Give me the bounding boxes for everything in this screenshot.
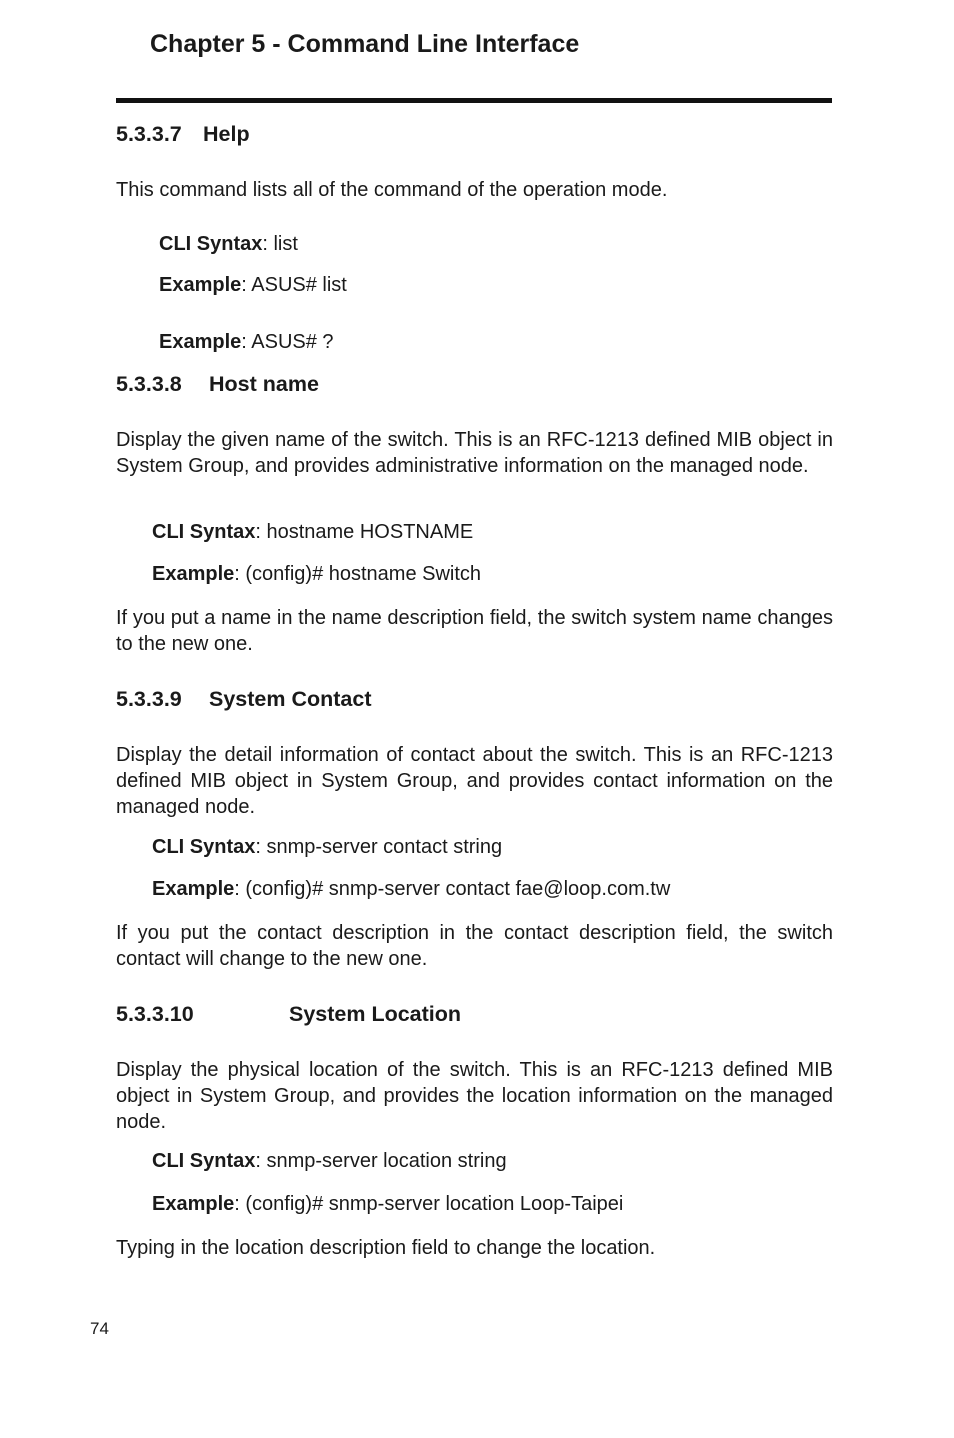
host-name-description: Display the given name of the switch. This is an RFC-1213 defined MIB object in System Group, and provides administrative information on the managed node. — [116, 429, 833, 477]
help-description: This command lists all of the command of the operation mode. — [116, 179, 668, 201]
section-number: 5.3.3.8 — [116, 372, 182, 396]
system-contact-description: Display the detail information of contact about the switch. This is an RFC-1213 defined MIB object in System Group, and provides contact information on the managed node. — [116, 744, 833, 818]
cli-syntax-value: : hostname HOSTNAME — [255, 521, 474, 543]
host-name-cli-syntax — [152, 521, 473, 544]
cli-syntax-value: : snmp-server location string — [255, 1150, 507, 1172]
section-number: 5.3.3.7 — [116, 122, 182, 146]
example-label: Example — [159, 274, 242, 296]
cli-syntax-label: CLI Syntax — [152, 836, 256, 858]
section-heading-system-contact — [116, 687, 372, 712]
section-number: 5.3.3.10 — [116, 1002, 194, 1026]
system-contact-note: If you put the contact description in the contact description field, the switch contact will change to the new one. — [116, 922, 833, 970]
system-location-example — [152, 1193, 623, 1216]
example-value: : (config)# snmp-server contact fae@loop.com.tw — [234, 878, 671, 900]
example-label: Example — [159, 331, 242, 353]
host-name-note: If you put a name in the name description field, the switch system name changes to the new one. — [116, 607, 833, 655]
section-title: System Contact — [209, 687, 372, 711]
section-heading-system-location — [116, 1002, 461, 1027]
cli-syntax-value: : list — [262, 233, 298, 255]
help-example-1 — [159, 274, 347, 297]
example-label: Example — [152, 1193, 235, 1215]
section-title: Host name — [209, 372, 319, 396]
system-contact-example — [152, 878, 670, 901]
example-value: : (config)# snmp-server location Loop-Taipei — [234, 1193, 624, 1215]
chapter-title: Chapter 5 - Command Line Interface — [150, 30, 580, 58]
example-value: : ASUS# ? — [241, 331, 334, 353]
page-number: 74 — [90, 1319, 109, 1338]
cli-syntax-label: CLI Syntax — [159, 233, 263, 255]
section-heading-help — [116, 122, 250, 147]
section-number: 5.3.3.9 — [116, 687, 182, 711]
system-location-cli-syntax — [152, 1150, 507, 1173]
cli-syntax-value: : snmp-server contact string — [255, 836, 503, 858]
section-title: System Location — [289, 1002, 462, 1026]
example-value: : ASUS# list — [241, 274, 347, 296]
system-location-description: Display the physical location of the switch. This is an RFC-1213 defined MIB object in System Group, and provides the location information on the managed node. — [116, 1059, 833, 1133]
example-value: : (config)# hostname Switch — [234, 563, 482, 585]
section-title: Help — [203, 122, 250, 146]
system-contact-cli-syntax — [152, 836, 502, 859]
help-cli-syntax — [159, 233, 298, 256]
cli-syntax-label: CLI Syntax — [152, 521, 256, 543]
header-rule — [116, 98, 832, 103]
host-name-example — [152, 563, 481, 586]
example-label: Example — [152, 878, 235, 900]
system-location-note: Typing in the location description field to change the location. — [116, 1237, 656, 1259]
cli-syntax-label: CLI Syntax — [152, 1150, 256, 1172]
example-label: Example — [152, 563, 235, 585]
help-example-2 — [159, 331, 334, 354]
section-heading-host-name — [116, 372, 319, 397]
